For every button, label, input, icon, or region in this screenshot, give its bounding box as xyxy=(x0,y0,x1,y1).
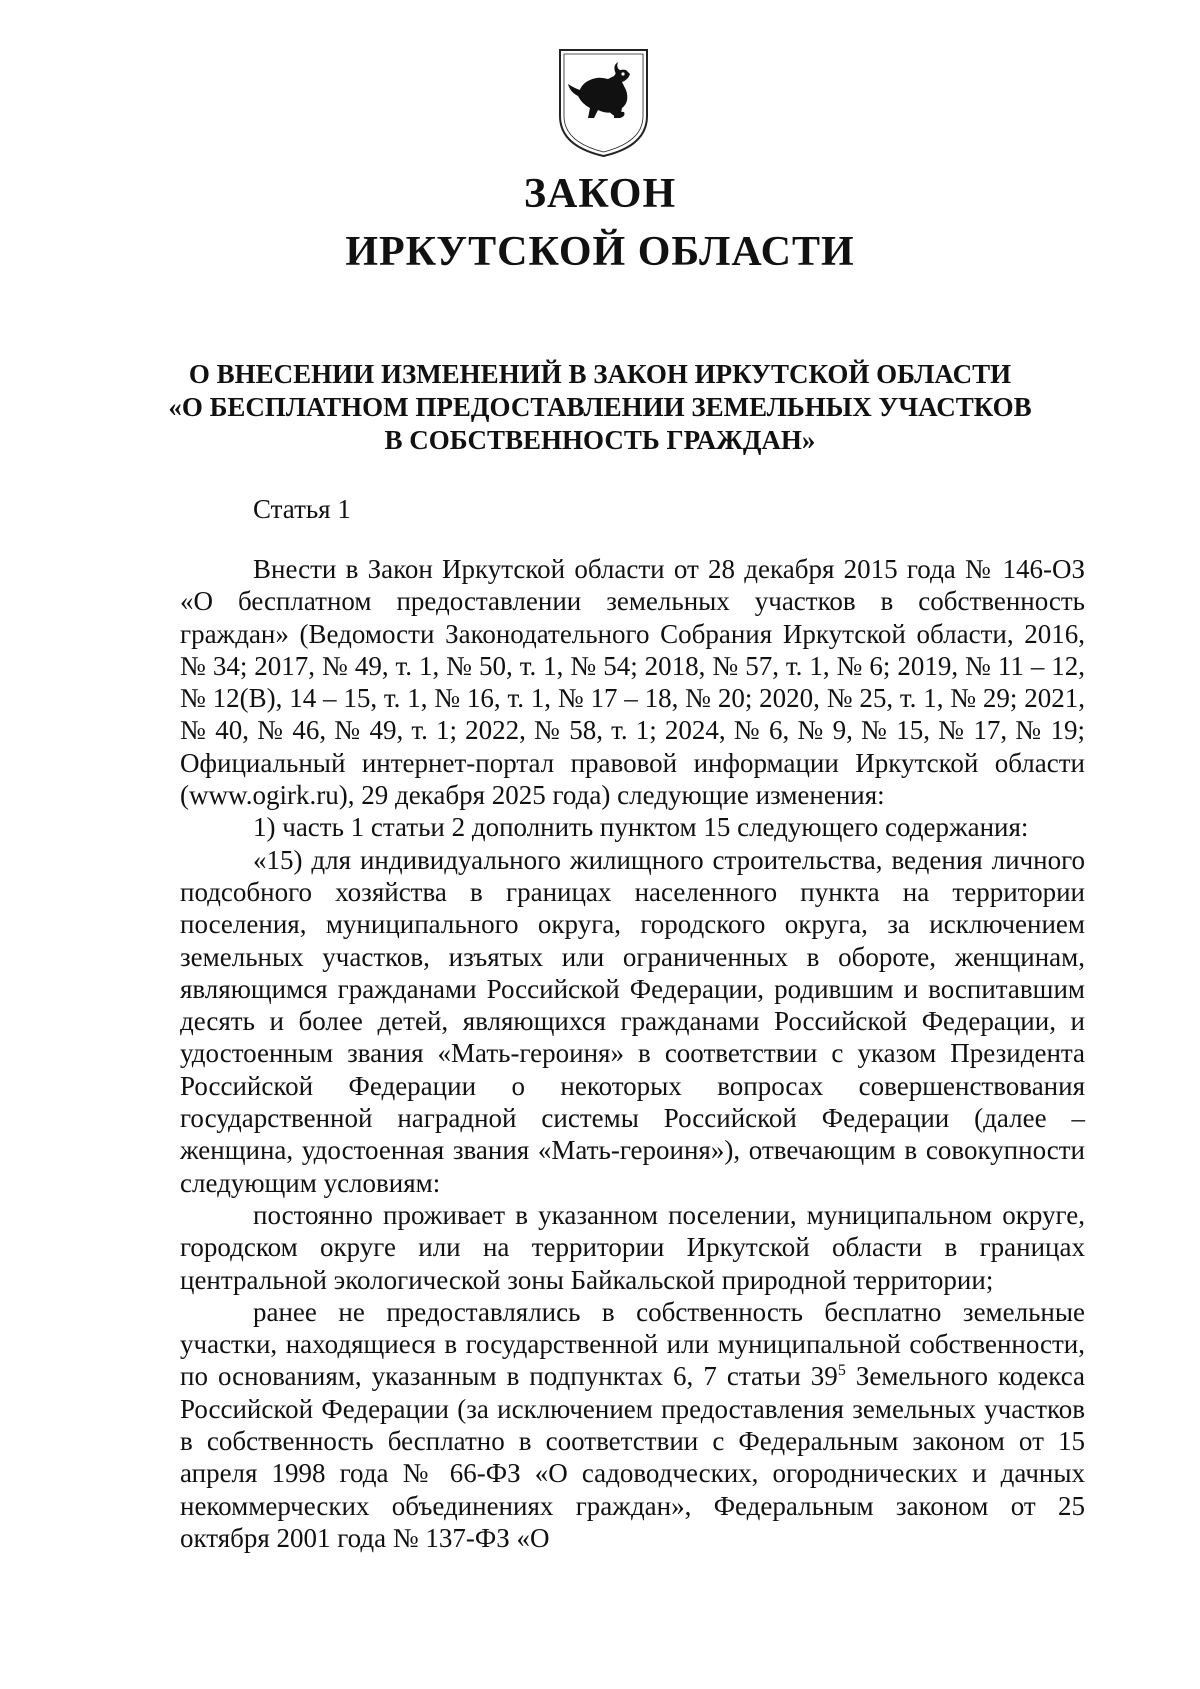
subject-line: «О БЕСПЛАТНОМ ПРЕДОСТАВЛЕНИИ ЗЕМЕЛЬНЫХ УЧАСТКОВ xyxy=(168,392,1032,422)
paragraph-intro: Внести в Закон Иркутской области от 28 декабря 2015 года № 146-ОЗ «О бесплатном предоставлении земельных участков в собственность граждан» (Ведомости Законодательного Собрания Иркутской области, 2016, № 34; 2017, № 49, т. 1, № 50, т. 1, № 54; 2018, № 57, т. 1, № 6; 2019, № 11 – 12, № 12(В), 14 – 15, т. 1, № 16, т. 1, № 17 – 18, № 20; 2020, № 25, т. 1, № 29; 2021, № 40, № 46, № 49, т. 1; 2022, № 58, т. 1; 2024, № 6, № 9, № 15, № 17, № 19; Официальный интернет-портал правовой информации Иркутской области (www.ogirk.ru), 29 декабря 2025 года) следующие изменения: xyxy=(180,554,1085,811)
article-body xyxy=(180,553,1085,1554)
law-region-title: ИРКУТСКОЙ ОБЛАСТИ xyxy=(345,229,855,275)
subject-line: О ВНЕСЕНИИ ИЗМЕНЕНИЙ В ЗАКОН ИРКУТСКОЙ ОБЛАСТИ xyxy=(188,359,1012,389)
paragraph-text: Земельного кодекса Российской Федерации (за исключением предоставления земельных участков в собственность бесплатно в соответствии с Федеральным законом от 15 апреля 1998 года № 66-ФЗ «О садоводческих, огороднических и дачных некоммерческих объединениях граждан», Федеральным законом от 25 октября 2001 года № 137-ФЗ «О xyxy=(180,1361,1085,1553)
paragraph-condition-no-previous-land xyxy=(180,1296,1085,1554)
paragraph-item-15: «15) для индивидуального жилищного строительства, ведения личного подсобного хозяйства в границах населенного пункта на территории поселения, муниципального округа, городского округа, за исключением земельных участков, изъятых или ограниченных в обороте, женщинам, являющимся гражданами Российской Федерации, родившим и воспитавшим десять и более детей, являющихся гражданами Российской Федерации, и удостоенным звания «Мать-героиня» в соответствии с указом Президента Российской Федерации о некоторых вопросах совершенствования государственной наградной системы Российской Федерации (далее – женщина, удостоенная звания «Мать-героиня»), отвечающим в совокупности следующим условиям: xyxy=(180,844,1085,1198)
irkutsk-coat-of-arms-icon xyxy=(556,46,651,160)
law-subject xyxy=(150,358,1050,457)
law-title: ЗАКОН xyxy=(523,171,677,217)
paragraph-item-1: 1) часть 1 статьи 2 дополнить пунктом 15 следующего содержания: xyxy=(253,812,1029,843)
paragraph-text: ранее не предоставлялись в собственность бесплатно земельные участки, находящиеся в государственной или муниципальной собственности, по основаниям, указанным в подпунктах 6, 7 статьи 39 xyxy=(180,1296,1085,1392)
paragraph-condition-residence: постоянно проживает в указанном поселении, муниципальном округе, городском округе или на территории Иркутской области в границах центральной экологической зоны Байкальской природной территории; xyxy=(180,1199,1085,1295)
subject-line: В СОБСТВЕННОСТЬ ГРАЖДАН» xyxy=(384,425,816,455)
article-superscript: 5 xyxy=(837,1362,846,1380)
article-heading: Статья 1 xyxy=(253,494,351,524)
